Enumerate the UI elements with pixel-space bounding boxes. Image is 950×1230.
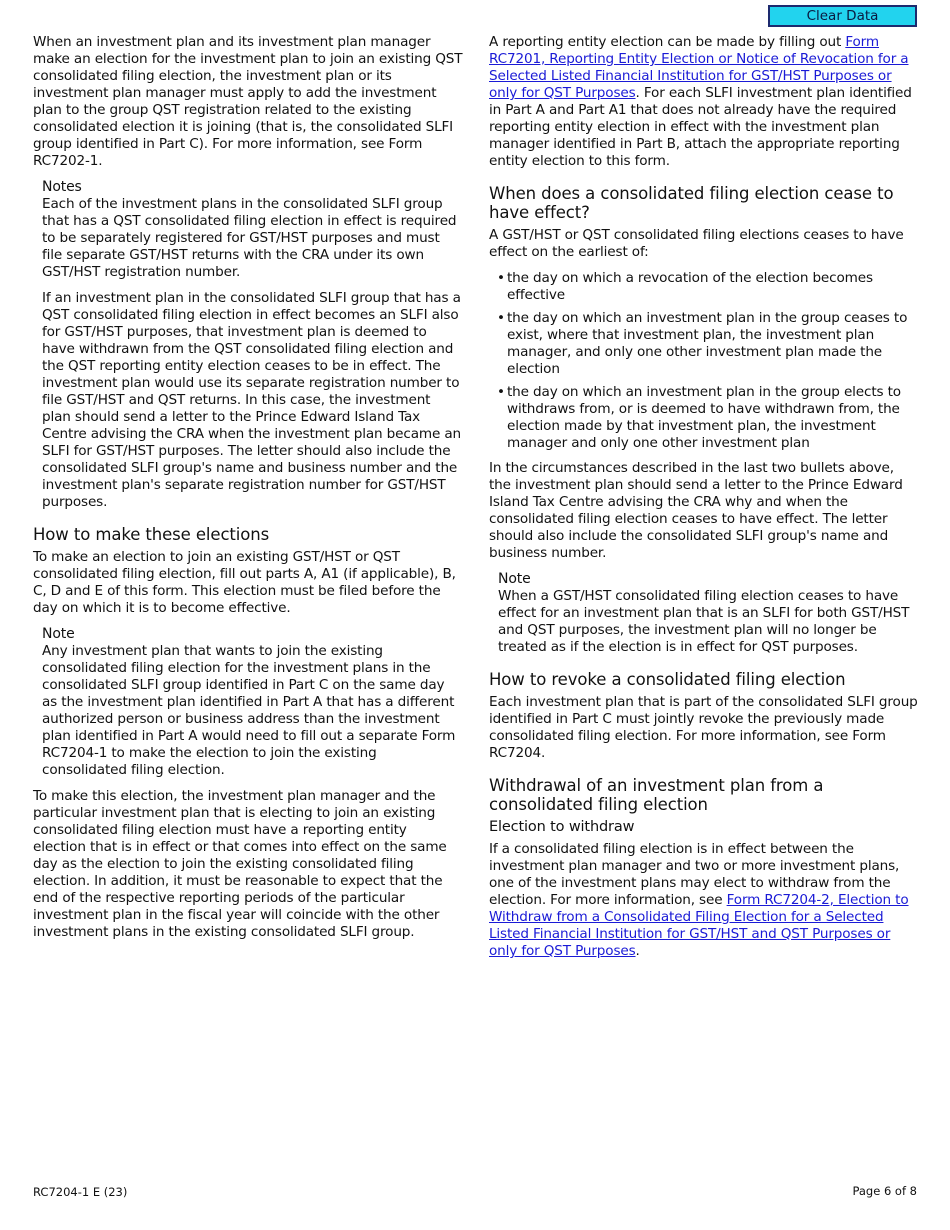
text: If a consolidated filing election is in effect between the investment plan manager and two or more investment plans, one of the investment plans may elect to withdraw from the election. For more information, see: [489, 841, 900, 908]
list-item: • the day on which an investment plan in the group ceases to exist, where that investment plan, the investment plan manager, and only one other investment plan made the election: [489, 310, 919, 378]
note-title: Note: [498, 571, 531, 587]
section-heading: When does a consolidated filing election cease to have effect?: [489, 184, 894, 222]
section-heading: Withdrawal of an investment plan from a consolidated filing election: [489, 776, 824, 814]
form-identifier: RC7204-1 E (23): [33, 1185, 128, 1199]
notes-block: [42, 179, 463, 511]
paragraph: A GST/HST or QST consolidated filing elections ceases to have effect on the earliest of:: [489, 227, 904, 260]
text: . For each SLFI investment plan identified in Part A and Part A1 that does not already have the required reporting entity election in effect with the investment plan manager identified in Part B, attach the appropriate reporting entity election to this form.: [489, 85, 912, 169]
bullet-list: [489, 270, 919, 452]
subsection-heading: Election to withdraw: [489, 819, 635, 835]
paragraph: To make this election, the investment plan manager and the particular investment plan that is electing to join an existing consolidated filing election must have a reporting entity election that is in effect or that comes into effect on the same day as the election to join the existing consolidated filing election. In addition, it must be reasonable to expect that the end of the respective reporting periods of the particular investment plan in the fiscal year will coincide with the other investment plans in the existing consolidated SLFI group.: [33, 788, 447, 940]
paragraph: [489, 34, 919, 170]
notes-title: Notes: [42, 179, 82, 195]
list-item: • the day on which a revocation of the election becomes effective: [489, 270, 919, 304]
paragraph: In the circumstances described in the last two bullets above, the investment plan should send a letter to the Prince Edward Island Tax Centre advising the CRA why and when the consolidated filing election ceases to have effect. The letter should also include the consolidated SLFI group's name and business number.: [489, 460, 903, 561]
text: .: [635, 943, 640, 959]
section-heading: How to make these elections: [33, 525, 270, 544]
left-column: [33, 34, 463, 950]
paragraph: Each investment plan that is part of the consolidated SLFI group identified in Part C must jointly revoke the previously made consolidated filing election. For more information, see Form RC7204.: [489, 694, 918, 761]
paragraph: To make an election to join an existing GST/HST or QST consolidated filing election, fill out parts A, A1 (if applicable), B, C, D and E of this form. This election must be filed before the day on which it is to become effective.: [33, 549, 456, 616]
paragraph: When an investment plan and its investment plan manager make an election for the investment plan to join an existing QST consolidated filing election, the investment plan or its investment plan manager must apply to add the investment plan to the group QST registration related to the existing consolidated election it is joining (that is, the consolidated SLFI group identified in Part C). For more information, see Form RC7202-1.: [33, 34, 463, 169]
note-block: [498, 571, 919, 656]
paragraph: [489, 841, 919, 960]
right-column: [489, 34, 919, 969]
note-paragraph: If an investment plan in the consolidated SLFI group that has a QST consolidated filing election in effect becomes an SLFI also for GST/HST purposes, that investment plan is deemed to have withdrawn from the QST consolidated filing election and the QST reporting entity election ceases to be in effect. The investment plan would use its separate registration number to file GST/HST and QST returns. In this case, the investment plan should send a letter to the Prince Edward Island Tax Centre advising the CRA when the investment plan became an SLFI for GST/HST purposes. The letter should also include the consolidated SLFI group's name and business number and the investment plan's separate registration number for GST/HST purposes.: [42, 290, 462, 510]
clear-data-button[interactable]: Clear Data: [768, 5, 917, 27]
page-number: Page 6 of 8: [852, 1184, 917, 1198]
note-paragraph: When a GST/HST consolidated filing election ceases to have effect for an investment plan that is an SLFI for both GST/HST and QST purposes, the investment plan will no longer be treated as if the election is in effect for QST purposes.: [498, 588, 910, 655]
section-heading: How to revoke a consolidated filing election: [489, 670, 846, 689]
form-rc7201-link[interactable]: Form RC7201, Reporting Entity Election or Notice of Revocation for a Selected Listed Financial Institution for GST/HST Purposes or only for QST Purposes: [489, 34, 909, 101]
note-paragraph: Each of the investment plans in the consolidated SLFI group that has a QST consolidated filing election in effect is required to be separately registered for GST/HST purposes and must file separate GST/HST returns with the CRA under its own GST/HST registration number.: [42, 196, 457, 280]
form-rc7204-2-link[interactable]: Form RC7204-2, Election to Withdraw from a Consolidated Filing Election for a Selected Listed Financial Institution for GST/HST and QST Purposes or only for QST Purposes: [489, 892, 909, 959]
list-item: • the day on which an investment plan in the group elects to withdraws from, or is deemed to have withdrawn from, the election made by that investment plan, the investment manager and only one other investment plan: [489, 384, 919, 452]
note-title: Note: [42, 626, 75, 642]
note-block: [42, 626, 463, 779]
note-paragraph: Any investment plan that wants to join the existing consolidated filing election for the investment plans in the consolidated SLFI group identified in Part C on the same day as the investment plan identified in Part A that has a different authorized person or business address than the investment plan identified in Part A would need to fill out a separate Form RC7204-1 to make the election to join the existing consolidated filing election.: [42, 643, 456, 778]
text: A reporting entity election can be made by filling out: [489, 34, 846, 50]
